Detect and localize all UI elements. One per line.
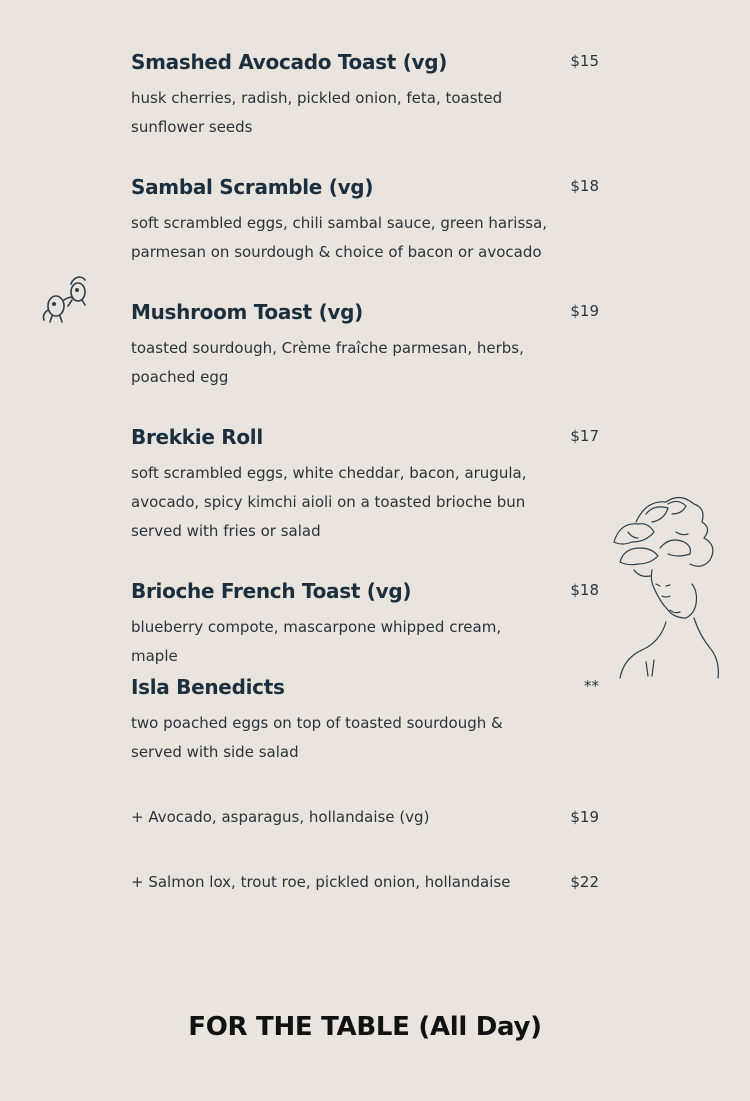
menu-item	[131, 425, 599, 546]
item-price: $15	[570, 52, 599, 70]
item-name: Brioche French Toast (vg)	[131, 579, 412, 603]
item-price: $19	[570, 302, 599, 320]
menu-item	[131, 300, 599, 392]
item-price: **	[584, 677, 599, 695]
item-description: husk cherries, radish, pickled onion, feta, toasted sunflower seeds	[131, 89, 503, 136]
addon-item	[131, 808, 599, 832]
item-description: toasted sourdough, Crème fraîche parmesan, herbs, poached egg	[131, 339, 524, 386]
menu-item	[131, 675, 599, 767]
item-name: Sambal Scramble (vg)	[131, 175, 374, 199]
addon-price: $19	[570, 808, 599, 826]
menu-item	[131, 175, 599, 267]
addon-text: + Avocado, asparagus, hollandaise (vg)	[131, 808, 430, 826]
item-description: blueberry compote, mascarpone whipped cream, maple	[131, 618, 502, 665]
item-name: Mushroom Toast (vg)	[131, 300, 364, 324]
addon-text: + Salmon lox, trout roe, pickled onion, hollandaise	[131, 873, 511, 891]
section-title: FOR THE TABLE (All Day)	[188, 1012, 542, 1042]
item-name: Brekkie Roll	[131, 425, 263, 449]
mushroom-head-illustration-icon	[606, 492, 724, 680]
item-description: two poached eggs on top of toasted sourdough & served with side salad	[131, 714, 503, 761]
menu-item	[131, 579, 599, 671]
item-name: Smashed Avocado Toast (vg)	[131, 50, 448, 74]
item-name: Isla Benedicts	[131, 675, 285, 699]
item-description: soft scrambled eggs, white cheddar, bacon, arugula, avocado, spicy kimchi aioli on a toasted brioche bun served with fries or salad	[131, 464, 527, 540]
menu-item	[131, 50, 599, 142]
addon-price: $22	[570, 873, 599, 891]
item-description: soft scrambled eggs, chili sambal sauce, green harissa, parmesan on sourdough & choice of bacon or avocado	[131, 214, 548, 261]
item-price: $18	[570, 581, 599, 599]
item-price: $17	[570, 427, 599, 445]
eggs-illustration-icon	[38, 270, 94, 326]
addon-item	[131, 873, 599, 897]
item-price: $18	[570, 177, 599, 195]
